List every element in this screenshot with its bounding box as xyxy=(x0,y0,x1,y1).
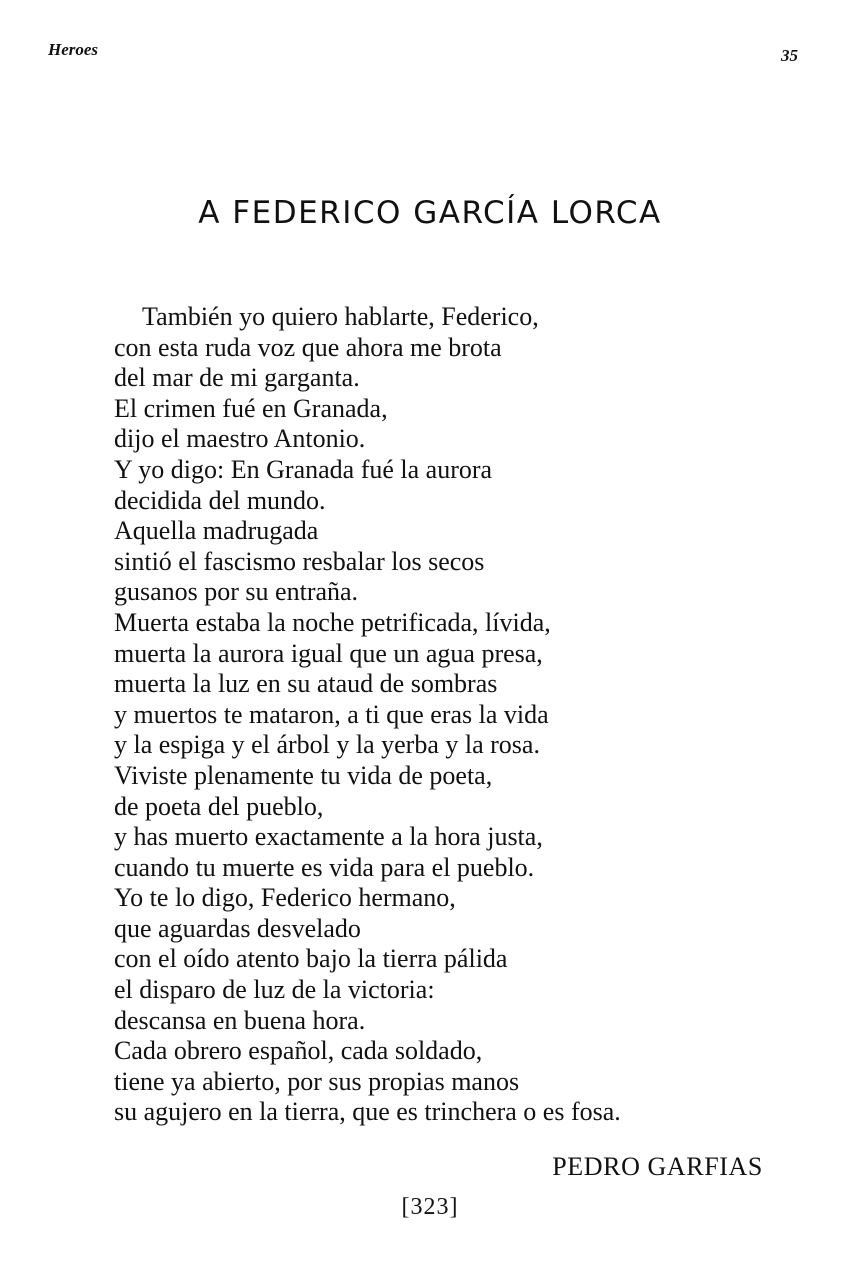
poem-line: y muertos te mataron, a ti que eras la vida xyxy=(114,699,549,729)
poem-line: También yo quiero hablarte, Federico, xyxy=(142,302,539,331)
poem-line: dijo el maestro Antonio. xyxy=(114,424,366,454)
folio-number: [323] xyxy=(401,1194,459,1220)
poem-author: PEDRO GARFIAS xyxy=(552,1152,763,1181)
poem-line: con esta ruda voz que ahora me brota xyxy=(114,332,502,362)
poem-line: sintió el fascismo resbalar los secos xyxy=(114,546,485,576)
poem-line: y la espiga y el árbol y la yerba y la rosa. xyxy=(114,730,540,760)
poem-line: con el oído atento bajo la tierra pálida xyxy=(114,944,508,974)
page-number: 35 xyxy=(781,46,798,65)
running-head: Heroes xyxy=(48,40,99,59)
poem-line: de poeta del pueblo, xyxy=(114,791,324,821)
poem-line: decidida del mundo. xyxy=(114,485,326,515)
poem-line: Aquella madrugada xyxy=(114,516,319,546)
poem-line: tiene ya abierto, por sus propias manos xyxy=(114,1066,520,1096)
poem-line: su agujero en la tierra, que es trinchera o es fosa. xyxy=(114,1097,621,1127)
poem-line: gusanos por su entraña. xyxy=(114,577,359,607)
poem-body xyxy=(114,302,774,1128)
poem-line: cuando tu muerte es vida para el pueblo. xyxy=(114,852,535,882)
poem-line: Cada obrero español, cada soldado, xyxy=(114,1036,483,1066)
poem-line: muerta la aurora igual que un agua presa, xyxy=(114,638,543,668)
poem-line: muerta la luz en su ataud de sombras xyxy=(114,669,498,699)
poem-line: Yo te lo digo, Federico hermano, xyxy=(114,883,456,913)
poem-line: que aguardas desvelado xyxy=(114,913,361,943)
poem-line: y has muerto exactamente a la hora justa, xyxy=(114,822,543,852)
poem-line: el disparo de luz de la victoria: xyxy=(114,975,435,1005)
poem-line: Muerta estaba la noche petrificada, lívida, xyxy=(114,607,551,637)
poem-line: El crimen fué en Granada, xyxy=(114,393,388,423)
poem-line: descansa en buena hora. xyxy=(114,1005,366,1035)
poem-line: del mar de mi garganta. xyxy=(114,363,360,393)
poem-line: Viviste plenamente tu vida de poeta, xyxy=(114,760,493,790)
poem-title: A FEDERICO GARCÍA LORCA xyxy=(198,194,662,231)
poem-line: Y yo digo: En Granada fué la aurora xyxy=(114,454,493,484)
